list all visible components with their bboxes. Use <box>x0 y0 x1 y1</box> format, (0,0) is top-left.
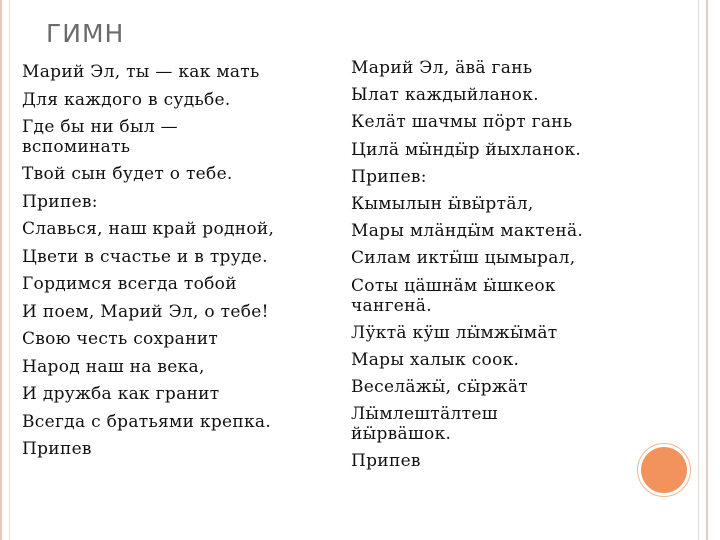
russian-lyric-line-text: Где бы ни был — <box>22 117 178 137</box>
mari-lyric-line: Мары млӓндӹм мактенӓ. <box>351 221 584 242</box>
mari-lyric-line: Марий Эл, ӓвӓ гань <box>351 58 533 78</box>
decorative-circle <box>641 447 687 493</box>
russian-lyric-line: И дружба как гранит <box>22 384 220 404</box>
russian-lyric-line: Всегда с братьями крепка. <box>22 411 272 432</box>
russian-lyric-line: Для каждого в судьбе. <box>22 89 231 110</box>
mari-lyric-line: Мары халык соок. <box>351 349 520 370</box>
slide-title: ГИМН <box>46 19 125 48</box>
mari-lyric-line: Лӱктӓ кӱш лӹмжӹмӓт <box>351 322 558 343</box>
russian-lyrics-column <box>22 62 274 467</box>
russian-lyric-line: Марий Эл, ты — как мать <box>22 62 260 82</box>
mari-lyric-line <box>351 276 583 316</box>
russian-lyric-line: Цвети в счастье и в труде. <box>22 246 268 267</box>
russian-lyric-line: И поем, Марий Эл, о тебе! <box>22 301 269 322</box>
mari-lyric-line: Цилӓ мӹндӹр йыхланок. <box>351 139 582 160</box>
mari-lyric-line-text: Соты цӓшнӓм ӹшкеок <box>351 275 556 296</box>
russian-lyric-line <box>22 117 274 157</box>
russian-lyric-line-text: вспоминать <box>22 137 131 157</box>
mari-lyric-line: Кымылын ӹвӹртӓл, <box>351 193 534 214</box>
mari-lyric-line: Ылат каждыйланок. <box>351 85 539 106</box>
mari-lyric-line-text: Лӹмлештӓлтеш <box>351 404 498 425</box>
russian-lyric-line: Гордимся всегда тобой <box>22 274 237 294</box>
russian-lyric-line: Припев: <box>22 191 98 212</box>
mari-lyric-line <box>351 404 583 444</box>
russian-lyric-line: Припев <box>22 439 92 459</box>
mari-lyric-line: Припев: <box>351 166 427 187</box>
mari-lyric-line-text: йӹрвӓшок. <box>351 424 452 445</box>
russian-lyric-line: Свою честь сохранит <box>22 329 219 349</box>
mari-lyric-line: Келӓт шачмы пӧрт гань <box>351 112 573 133</box>
mari-lyric-line: Веселӓжӹ, сӹржӓт <box>351 376 528 397</box>
mari-lyric-line-text: чангенӓ. <box>351 295 432 316</box>
russian-lyric-line: Твой сын будет о тебе. <box>22 164 233 184</box>
mari-lyric-line: Силам иктӹш цымырал, <box>351 248 576 269</box>
mari-lyric-line: Припев <box>351 451 421 472</box>
russian-lyric-line: Славься, наш край родной, <box>22 219 275 239</box>
mari-lyrics-column <box>351 58 583 478</box>
russian-lyric-line: Народ наш на века, <box>22 356 205 377</box>
